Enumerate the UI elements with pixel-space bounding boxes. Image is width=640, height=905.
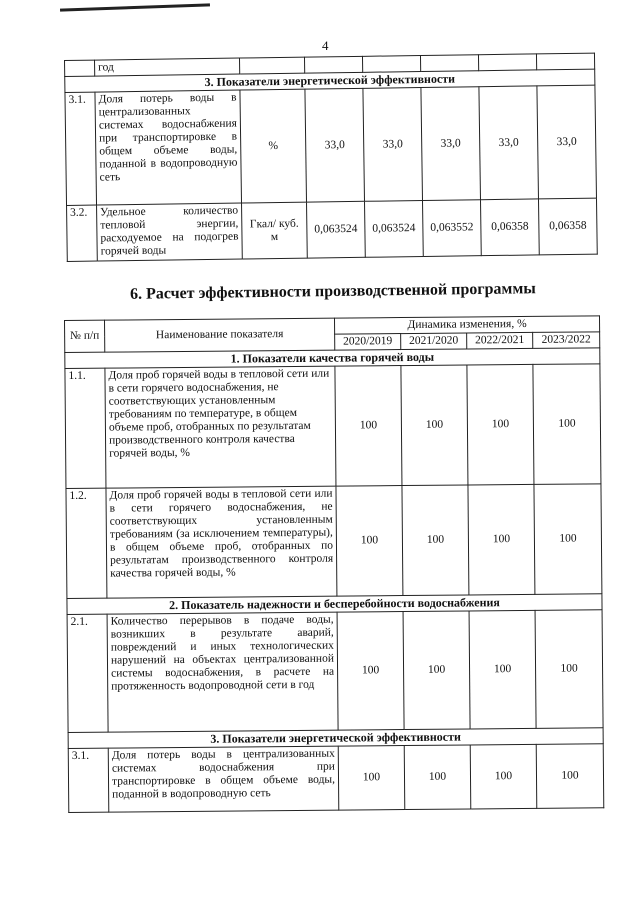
value-cell: 0,063524 [307, 201, 366, 258]
value-cell: 33,0 [479, 86, 539, 200]
value-cell: 100 [470, 744, 537, 809]
efficiency-indicators-table [64, 53, 598, 262]
indicator-name: Доля проб горячей воды в тепловой сети или в сети горячего водоснабжения, не соответствующих установленным требованиям по температуре, в общем объеме проб, отобранных по результатам производственного контроля качества горячей воды, % [105, 366, 336, 488]
value-cell: 0,06358 [538, 198, 597, 255]
indicator-name: Доля проб горячей воды в тепловой сети или в сети горячего водоснабжения, не соответствующих установленным требованиям (за исключением температуры), в общем объеме проб, отобранных по результатам производственного контроля качества горячей воды, % [106, 486, 337, 598]
value-cell: 100 [533, 364, 601, 485]
table-row [67, 198, 598, 261]
indicator-name: Доля потерь воды в централизованных системах водоснабжения при транспортировке в общем объеме воды, поданной в водопроводную сеть [108, 746, 339, 812]
indicator-name: Удельное количество тепловой энергии, расходуемое на подогрев горячей воды [97, 203, 243, 261]
unit: % [240, 89, 307, 203]
table-row [65, 85, 597, 205]
page-number: 4 [322, 38, 329, 53]
value-cell: 100 [534, 484, 602, 595]
section-title: 3. Показатели энергетической эффективности [65, 69, 595, 92]
value-cell: 100 [335, 366, 402, 487]
section-title: 3. Показатели энергетической эффективности [68, 728, 603, 749]
period-header: 2023/2022 [533, 332, 600, 349]
value-cell: 33,0 [363, 88, 423, 202]
unit: Гкал/ куб. м [242, 202, 308, 259]
row-number: 3.1. [68, 748, 109, 812]
header-dynamics: Динамика изменения, % [334, 316, 599, 334]
value-cell: 33,0 [421, 87, 481, 201]
table-row [65, 364, 601, 489]
header-num: № п/п [65, 320, 105, 352]
value-cell: 100 [338, 746, 405, 811]
row-number: 3.1. [65, 92, 97, 205]
value-cell: 100 [403, 611, 470, 730]
section-title: 1. Показатели качества горячей воды [65, 348, 600, 369]
value-cell: 100 [535, 610, 603, 729]
value-cell: 100 [401, 365, 468, 486]
value-cell: 100 [337, 612, 404, 731]
section-heading: 6. Расчет эффективности производственной программы [129, 280, 536, 303]
value-cell: 100 [402, 485, 469, 596]
period-header: 2020/2019 [335, 334, 401, 351]
table-row [66, 484, 602, 599]
scan-artifact [60, 3, 210, 11]
program-efficiency-table [64, 315, 604, 813]
value-cell: 100 [536, 744, 604, 809]
section-title: 2. Показатель надежности и бесперебойности водоснабжения [67, 594, 602, 615]
table-row [67, 610, 603, 733]
table-row [68, 744, 604, 813]
period-header: 2021/2020 [401, 333, 467, 350]
value-cell: 33,0 [305, 88, 365, 202]
value-cell: 100 [336, 486, 403, 597]
value-cell: 100 [404, 745, 471, 810]
indicator-name: Доля потерь воды в централизованных системах водоснабжения при транспортировке в общем объеме воды, поданной в водопроводную сеть [95, 90, 242, 205]
period-header: 2022/2021 [467, 332, 533, 349]
row-number: 3.2. [67, 205, 98, 261]
value-cell: 0,06358 [480, 199, 539, 256]
value-cell: 33,0 [537, 85, 597, 199]
row-tail-text: год [95, 58, 240, 76]
row-number: 1.1. [65, 368, 106, 488]
value-cell: 100 [469, 610, 536, 729]
value-cell: 100 [467, 364, 534, 485]
value-cell: 100 [468, 484, 535, 595]
indicator-name: Количество перерывов в подаче воды, возникших в результате аварий, повреждений и иных технологических нарушений на объектах централизованной системы водоснабжения, в расчете на протяженность водопроводной сети в год [107, 612, 338, 732]
value-cell: 0,063552 [422, 200, 481, 257]
header-name: Наименование показателя [105, 318, 335, 352]
value-cell: 0,063524 [365, 201, 424, 258]
row-number: 1.2. [66, 488, 107, 598]
row-number: 2.1. [67, 614, 108, 732]
